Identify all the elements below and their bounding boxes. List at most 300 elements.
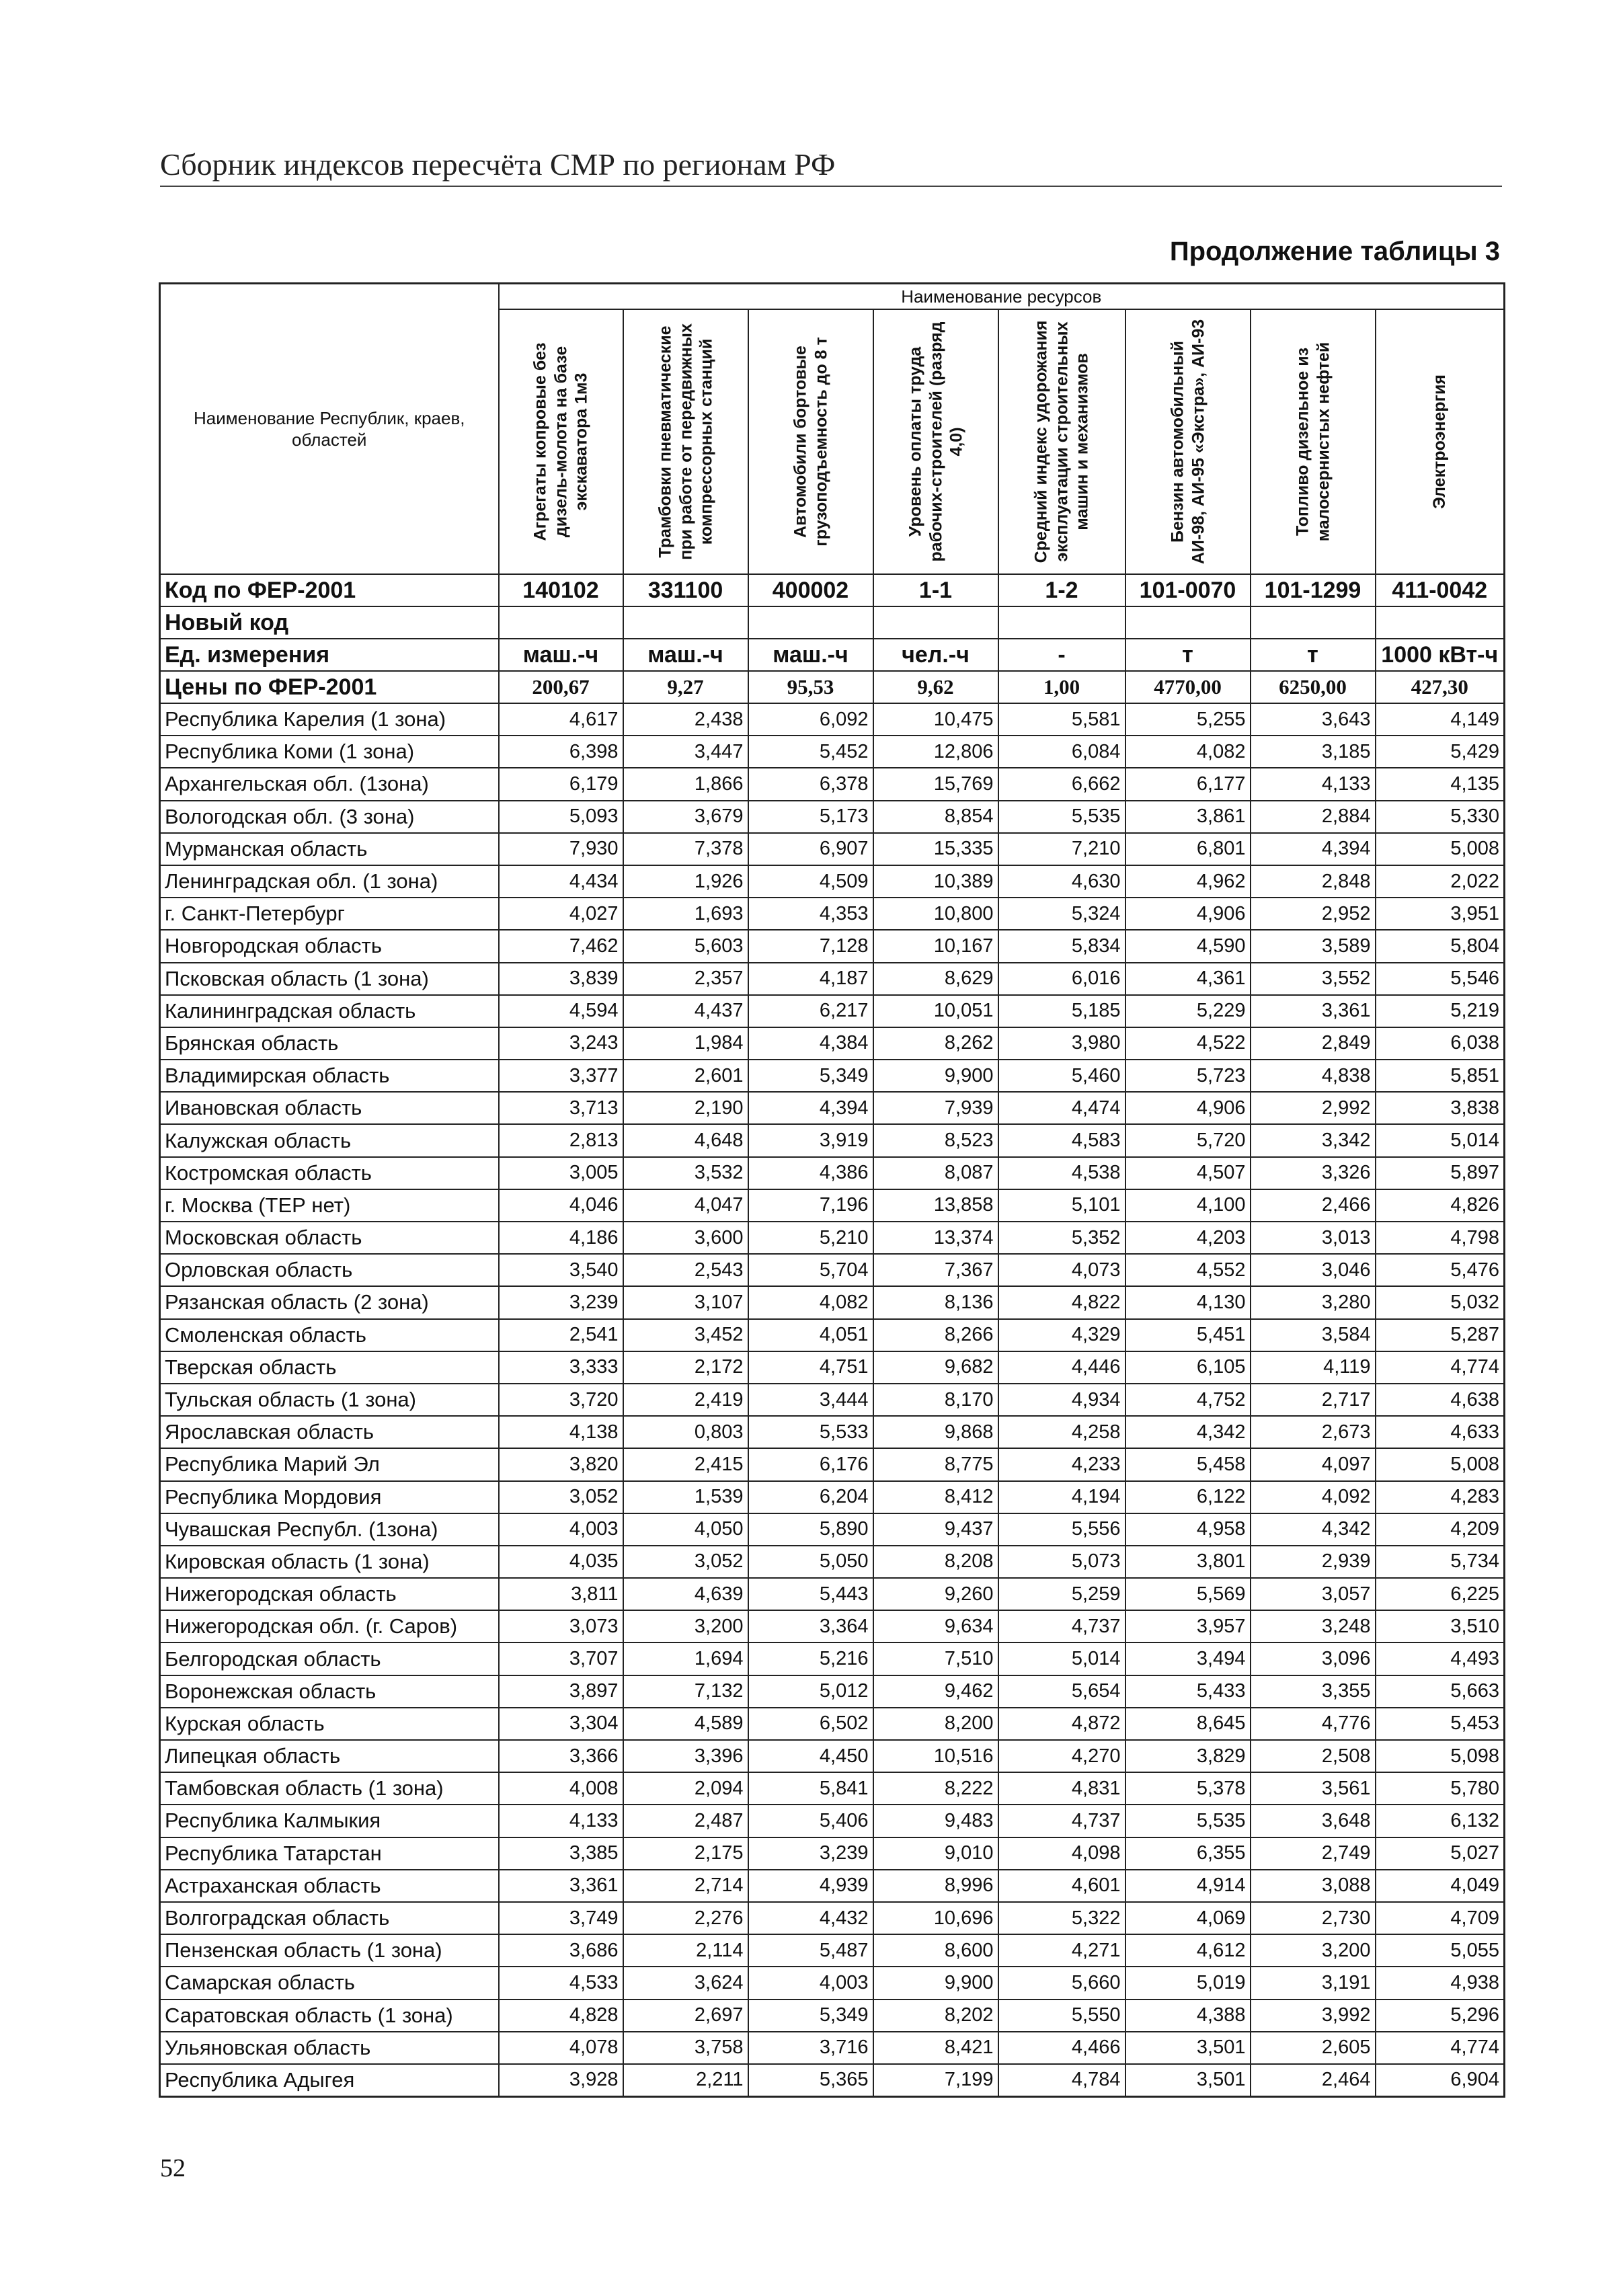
table-row [160, 768, 1505, 800]
unit-cell: чел.-ч [873, 639, 998, 671]
unit-cell: 1000 кВт-ч [1376, 639, 1505, 671]
new-code-cell [499, 606, 623, 639]
index-value-cell: 6,662 [998, 768, 1125, 800]
index-value-cell: 5,216 [748, 1642, 873, 1675]
index-value-cell: 4,051 [748, 1319, 873, 1351]
table-row [160, 1708, 1505, 1740]
index-value-cell: 9,010 [873, 1837, 998, 1870]
fer-code-cell: 1-2 [998, 574, 1125, 606]
region-name-cell: Московская область [160, 1222, 499, 1254]
index-value-cell: 4,737 [998, 1805, 1125, 1837]
index-value-cell: 6,105 [1125, 1351, 1251, 1384]
index-value-cell: 3,811 [499, 1578, 623, 1610]
index-value-cell: 5,897 [1376, 1157, 1505, 1189]
index-value-cell: 4,751 [748, 1351, 873, 1384]
index-value-cell: 4,872 [998, 1708, 1125, 1740]
index-value-cell: 4,069 [1125, 1902, 1251, 1934]
index-value-cell: 12,806 [873, 736, 998, 768]
index-value-cell: 7,199 [873, 2064, 998, 2097]
region-name-cell: Белгородская область [160, 1642, 499, 1675]
index-value-cell: 10,389 [873, 865, 998, 898]
index-value-cell: 4,203 [1125, 1222, 1251, 1254]
new-code-cell [1125, 606, 1251, 639]
index-value-cell: 5,219 [1376, 995, 1505, 1027]
region-name-cell: Курская область [160, 1708, 499, 1740]
index-value-cell: 5,019 [1125, 1967, 1251, 1999]
table-row [160, 898, 1505, 930]
index-value-cell: 3,716 [748, 2032, 873, 2064]
index-value-cell: 8,412 [873, 1481, 998, 1513]
index-value-cell: 4,633 [1376, 1416, 1505, 1448]
index-value-cell: 5,185 [998, 995, 1125, 1027]
index-value-cell: 3,396 [623, 1740, 748, 1772]
index-value-cell: 3,532 [623, 1157, 748, 1189]
index-value-cell: 4,538 [998, 1157, 1125, 1189]
index-value-cell: 4,138 [499, 1416, 623, 1448]
index-value-cell: 4,130 [1125, 1286, 1251, 1318]
index-value-cell: 4,098 [998, 1837, 1125, 1870]
index-value-cell: 4,283 [1376, 1481, 1505, 1513]
region-name-cell: Рязанская область (2 зона) [160, 1286, 499, 1318]
index-value-cell: 3,540 [499, 1254, 623, 1286]
index-value-cell: 5,349 [748, 2000, 873, 2032]
index-value-cell: 2,749 [1251, 1837, 1376, 1870]
table-row [160, 1578, 1505, 1610]
table-row [160, 1092, 1505, 1124]
table-row [160, 2064, 1505, 2097]
index-value-cell: 5,296 [1376, 2000, 1505, 2032]
index-value-cell: 5,406 [748, 1805, 873, 1837]
index-value-cell: 6,502 [748, 1708, 873, 1740]
index-value-cell: 10,696 [873, 1902, 998, 1934]
region-name-cell: Волгоградская область [160, 1902, 499, 1934]
index-value-cell: 4,003 [748, 1967, 873, 1999]
region-name-cell: Тамбовская область (1 зона) [160, 1772, 499, 1805]
header-rule [160, 186, 1502, 187]
index-value-cell: 4,474 [998, 1092, 1125, 1124]
index-value-cell: 3,600 [623, 1222, 748, 1254]
price-cell: 9,62 [873, 671, 998, 703]
index-value-cell: 9,682 [873, 1351, 998, 1384]
index-value-cell: 7,378 [623, 833, 748, 865]
unit-cell: т [1251, 639, 1376, 671]
table-row [160, 1902, 1505, 1934]
region-name-cell: Новгородская область [160, 930, 499, 962]
table-row [160, 963, 1505, 995]
page-number: 52 [160, 2154, 186, 2182]
table-row [160, 865, 1505, 898]
index-value-cell: 4,776 [1251, 1708, 1376, 1740]
index-value-cell: 5,458 [1125, 1448, 1251, 1480]
index-value-cell: 4,601 [998, 1870, 1125, 1902]
index-value-cell: 5,535 [1125, 1805, 1251, 1837]
index-value-cell: 3,239 [748, 1837, 873, 1870]
index-value-cell: 3,897 [499, 1675, 623, 1708]
index-value-cell: 9,260 [873, 1578, 998, 1610]
index-value-cell: 2,992 [1251, 1092, 1376, 1124]
index-value-cell: 3,333 [499, 1351, 623, 1384]
region-name-cell: Псковская область (1 зона) [160, 963, 499, 995]
index-value-cell: 4,394 [1251, 833, 1376, 865]
index-value-cell: 3,713 [499, 1092, 623, 1124]
index-value-cell: 3,342 [1251, 1124, 1376, 1156]
resource-column-header [623, 309, 748, 574]
index-value-cell: 7,210 [998, 833, 1125, 865]
table-row [160, 1351, 1505, 1384]
resource-column-label: Автомобили бортовые грузоподъемность до 8 т [791, 337, 830, 547]
index-value-cell: 6,179 [499, 768, 623, 800]
index-value-cell: 5,012 [748, 1675, 873, 1708]
index-value-cell: 1,866 [623, 768, 748, 800]
index-value-cell: 4,594 [499, 995, 623, 1027]
index-value-cell: 5,535 [998, 801, 1125, 833]
region-name-cell: Пензенская область (1 зона) [160, 1934, 499, 1967]
table-row [160, 833, 1505, 865]
index-value-cell: 2,543 [623, 1254, 748, 1286]
index-value-cell: 9,462 [873, 1675, 998, 1708]
index-value-cell: 5,429 [1376, 736, 1505, 768]
index-value-cell: 4,027 [499, 898, 623, 930]
region-name-cell: Костромская область [160, 1157, 499, 1189]
index-value-cell: 8,222 [873, 1772, 998, 1805]
index-value-cell: 1,926 [623, 865, 748, 898]
table-row [160, 1027, 1505, 1060]
index-value-cell: 6,904 [1376, 2064, 1505, 2097]
index-value-cell: 7,196 [748, 1189, 873, 1222]
index-value-cell: 2,848 [1251, 865, 1376, 898]
index-value-cell: 8,996 [873, 1870, 998, 1902]
index-value-cell: 5,008 [1376, 833, 1505, 865]
table-row [160, 1870, 1505, 1902]
index-value-cell: 3,200 [1251, 1934, 1376, 1967]
resource-column-label: Бензин автомобильный АИ-98, АИ-95 «Экстра», АИ-93 [1168, 319, 1208, 565]
index-value-cell: 3,980 [998, 1027, 1125, 1060]
region-name-cell: Республика Марий Эл [160, 1448, 499, 1480]
index-value-cell: 6,378 [748, 768, 873, 800]
index-value-cell: 4,752 [1125, 1384, 1251, 1416]
index-value-cell: 5,533 [748, 1416, 873, 1448]
index-value-cell: 5,660 [998, 1967, 1125, 1999]
region-name-cell: Калининградская область [160, 995, 499, 1027]
index-value-cell: 3,501 [1125, 2032, 1251, 2064]
index-value-cell: 3,829 [1125, 1740, 1251, 1772]
index-value-cell: 4,437 [623, 995, 748, 1027]
index-value-cell: 4,914 [1125, 1870, 1251, 1902]
index-value-cell: 4,078 [499, 2032, 623, 2064]
index-value-cell: 4,133 [1251, 768, 1376, 800]
index-value-cell: 4,329 [998, 1319, 1125, 1351]
index-value-cell: 5,890 [748, 1513, 873, 1546]
resources-group-header: Наименование ресурсов [499, 284, 1505, 310]
index-value-cell: 5,550 [998, 2000, 1125, 2032]
index-value-cell: 4,828 [499, 2000, 623, 2032]
table-row [160, 1837, 1505, 1870]
index-value-cell: 8,600 [873, 1934, 998, 1967]
index-value-cell: 8,421 [873, 2032, 998, 2064]
index-value-cell: 8,202 [873, 2000, 998, 2032]
index-value-cell: 3,838 [1376, 1092, 1505, 1124]
index-value-cell: 5,720 [1125, 1124, 1251, 1156]
index-value-cell: 4,384 [748, 1027, 873, 1060]
index-value-cell: 4,583 [998, 1124, 1125, 1156]
index-value-cell: 6,177 [1125, 768, 1251, 800]
index-value-cell: 4,709 [1376, 1902, 1505, 1934]
index-value-cell: 8,170 [873, 1384, 998, 1416]
region-name-cell: Республика Мордовия [160, 1481, 499, 1513]
index-value-cell: 5,173 [748, 801, 873, 833]
index-value-cell: 3,584 [1251, 1319, 1376, 1351]
index-value-cell: 4,831 [998, 1772, 1125, 1805]
table-row [160, 1740, 1505, 1772]
index-value-cell: 2,464 [1251, 2064, 1376, 2097]
index-value-cell: 4,648 [623, 1124, 748, 1156]
new-code-cell [623, 606, 748, 639]
index-value-cell: 4,271 [998, 1934, 1125, 1967]
region-name-cell: Ивановская область [160, 1092, 499, 1124]
region-column-header: Наименование Республик, краев, областей [160, 284, 499, 575]
index-value-cell: 4,361 [1125, 963, 1251, 995]
region-name-cell: Республика Калмыкия [160, 1805, 499, 1837]
index-value-cell: 8,200 [873, 1708, 998, 1740]
index-value-cell: 3,679 [623, 801, 748, 833]
index-value-cell: 3,385 [499, 1837, 623, 1870]
index-value-cell: 4,270 [998, 1740, 1125, 1772]
index-value-cell: 5,229 [1125, 995, 1251, 1027]
index-value-cell: 13,374 [873, 1222, 998, 1254]
index-value-cell: 4,209 [1376, 1513, 1505, 1546]
index-value-cell: 7,128 [748, 930, 873, 962]
table-row [160, 1967, 1505, 1999]
price-cell: 9,27 [623, 671, 748, 703]
index-value-cell: 9,437 [873, 1513, 998, 1546]
price-cell: 95,53 [748, 671, 873, 703]
index-value-cell: 4,194 [998, 1481, 1125, 1513]
index-value-cell: 1,694 [623, 1642, 748, 1675]
index-value-cell: 6,355 [1125, 1837, 1251, 1870]
index-value-cell: 15,769 [873, 768, 998, 800]
index-value-cell: 5,014 [1376, 1124, 1505, 1156]
index-value-cell: 9,634 [873, 1610, 998, 1642]
table-row [160, 1448, 1505, 1480]
fer-code-cell: 331100 [623, 574, 748, 606]
index-value-cell: 15,335 [873, 833, 998, 865]
index-value-cell: 3,447 [623, 736, 748, 768]
table-row [160, 1642, 1505, 1675]
region-name-cell: Республика Коми (1 зона) [160, 736, 499, 768]
index-value-cell: 3,861 [1125, 801, 1251, 833]
unit-cell: маш.-ч [623, 639, 748, 671]
index-value-cell: 7,510 [873, 1642, 998, 1675]
table-row [160, 703, 1505, 736]
index-value-cell: 4,906 [1125, 1092, 1251, 1124]
fer-code-cell: 101-0070 [1125, 574, 1251, 606]
index-value-cell: 7,939 [873, 1092, 998, 1124]
index-value-cell: 4,934 [998, 1384, 1125, 1416]
table-row [160, 1675, 1505, 1708]
index-value-cell: 3,364 [748, 1610, 873, 1642]
fer-code-cell: 1-1 [873, 574, 998, 606]
index-value-cell: 4,386 [748, 1157, 873, 1189]
region-name-cell: Архангельская обл. (1зона) [160, 768, 499, 800]
index-value-cell: 3,200 [623, 1610, 748, 1642]
index-value-cell: 4,342 [1251, 1513, 1376, 1546]
table-row [160, 1222, 1505, 1254]
index-value-cell: 4,589 [623, 1708, 748, 1740]
index-value-cell: 4,552 [1125, 1254, 1251, 1286]
index-value-cell: 2,415 [623, 1448, 748, 1480]
new-code-row-label: Новый код [160, 606, 499, 639]
index-value-cell: 5,073 [998, 1546, 1125, 1578]
new-code-cell [1376, 606, 1505, 639]
index-value-cell: 3,013 [1251, 1222, 1376, 1254]
index-value-cell: 4,082 [1125, 736, 1251, 768]
index-value-cell: 3,243 [499, 1027, 623, 1060]
index-value-cell: 6,225 [1376, 1578, 1505, 1610]
index-value-cell: 4,939 [748, 1870, 873, 1902]
index-value-cell: 9,900 [873, 1967, 998, 1999]
index-value-cell: 6,217 [748, 995, 873, 1027]
resource-column-header [1125, 309, 1251, 574]
index-value-cell: 5,704 [748, 1254, 873, 1286]
index-value-cell: 4,638 [1376, 1384, 1505, 1416]
index-value-cell: 4,119 [1251, 1351, 1376, 1384]
index-value-cell: 5,349 [748, 1060, 873, 1092]
index-value-cell: 3,280 [1251, 1286, 1376, 1318]
index-value-cell: 7,132 [623, 1675, 748, 1708]
index-value-cell: 7,462 [499, 930, 623, 962]
table-row [160, 1481, 1505, 1513]
index-value-cell: 7,930 [499, 833, 623, 865]
index-value-cell: 1,984 [623, 1027, 748, 1060]
table-row [160, 1610, 1505, 1642]
region-name-cell: Воронежская область [160, 1675, 499, 1708]
index-value-cell: 4,838 [1251, 1060, 1376, 1092]
index-value-cell: 3,304 [499, 1708, 623, 1740]
region-name-cell: Смоленская область [160, 1319, 499, 1351]
index-value-cell: 4,035 [499, 1546, 623, 1578]
index-value-cell: 2,673 [1251, 1416, 1376, 1448]
index-value-cell: 5,452 [748, 736, 873, 768]
index-value-cell: 3,444 [748, 1384, 873, 1416]
resource-column-label: Средний индекс удорожания эксплуатации строительных машин и механизмов [1031, 320, 1092, 563]
resource-column-header [1251, 309, 1376, 574]
index-value-cell: 3,707 [499, 1642, 623, 1675]
index-value-cell: 8,629 [873, 963, 998, 995]
index-value-cell: 4,394 [748, 1092, 873, 1124]
index-value-cell: 5,734 [1376, 1546, 1505, 1578]
index-value-cell: 5,453 [1376, 1708, 1505, 1740]
index-value-cell: 8,136 [873, 1286, 998, 1318]
new-code-cell [1251, 606, 1376, 639]
resource-column-label: Топливо дизельное из малосернистых нефтей [1293, 342, 1333, 542]
index-value-cell: 1,539 [623, 1481, 748, 1513]
region-name-cell: Владимирская область [160, 1060, 499, 1092]
index-value-cell: 5,663 [1376, 1675, 1505, 1708]
index-value-cell: 3,239 [499, 1286, 623, 1318]
unit-cell: маш.-ч [499, 639, 623, 671]
index-value-cell: 3,185 [1251, 736, 1376, 768]
resource-column-header [1376, 309, 1505, 574]
unit-row-label: Ед. измерения [160, 639, 499, 671]
index-value-cell: 3,820 [499, 1448, 623, 1480]
index-value-cell: 3,951 [1376, 898, 1505, 930]
index-value-cell: 4,258 [998, 1416, 1125, 1448]
index-value-cell: 4,507 [1125, 1157, 1251, 1189]
index-value-cell: 1,693 [623, 898, 748, 930]
index-value-cell: 3,057 [1251, 1578, 1376, 1610]
index-value-cell: 5,027 [1376, 1837, 1505, 1870]
index-value-cell: 3,073 [499, 1610, 623, 1642]
index-value-cell: 4,008 [499, 1772, 623, 1805]
index-value-cell: 4,798 [1376, 1222, 1505, 1254]
table-row [160, 1060, 1505, 1092]
index-value-cell: 10,516 [873, 1740, 998, 1772]
table-row [160, 1416, 1505, 1448]
index-value-cell: 10,800 [873, 898, 998, 930]
index-value-cell: 3,494 [1125, 1642, 1251, 1675]
index-value-cell: 4,133 [499, 1805, 623, 1837]
index-value-cell: 3,720 [499, 1384, 623, 1416]
index-value-cell: 6,122 [1125, 1481, 1251, 1513]
fer-code-cell: 140102 [499, 574, 623, 606]
index-value-cell: 5,055 [1376, 1934, 1505, 1967]
table-row [160, 1772, 1505, 1805]
index-value-cell: 6,092 [748, 703, 873, 736]
index-value-cell: 8,266 [873, 1319, 998, 1351]
index-value-cell: 3,957 [1125, 1610, 1251, 1642]
fer-code-cell: 400002 [748, 574, 873, 606]
index-value-cell: 5,433 [1125, 1675, 1251, 1708]
index-value-cell: 3,046 [1251, 1254, 1376, 1286]
index-value-cell: 10,475 [873, 703, 998, 736]
index-value-cell: 6,801 [1125, 833, 1251, 865]
index-value-cell: 4,906 [1125, 898, 1251, 930]
index-value-cell: 4,509 [748, 865, 873, 898]
index-value-cell: 2,466 [1251, 1189, 1376, 1222]
table-row [160, 2000, 1505, 2032]
index-value-cell: 4,533 [499, 1967, 623, 1999]
index-value-cell: 4,590 [1125, 930, 1251, 962]
index-value-cell: 3,366 [499, 1740, 623, 1772]
index-value-cell: 9,868 [873, 1416, 998, 1448]
index-value-cell: 5,451 [1125, 1319, 1251, 1351]
index-value-cell: 4,097 [1251, 1448, 1376, 1480]
index-value-cell: 2,487 [623, 1805, 748, 1837]
index-value-cell: 4,938 [1376, 1967, 1505, 1999]
index-value-cell: 3,452 [623, 1319, 748, 1351]
fer-code-cell: 411-0042 [1376, 574, 1505, 606]
index-value-cell: 4,187 [748, 963, 873, 995]
index-value-cell: 5,476 [1376, 1254, 1505, 1286]
index-value-cell: 2,190 [623, 1092, 748, 1124]
index-value-cell: 6,398 [499, 736, 623, 768]
region-name-cell: Самарская область [160, 1967, 499, 1999]
index-value-cell: 8,523 [873, 1124, 998, 1156]
index-value-cell: 4,092 [1251, 1481, 1376, 1513]
index-value-cell: 5,654 [998, 1675, 1125, 1708]
index-value-cell: 8,645 [1125, 1708, 1251, 1740]
index-value-cell: 4,522 [1125, 1027, 1251, 1060]
index-value-cell: 2,438 [623, 703, 748, 736]
region-name-cell: Ярославская область [160, 1416, 499, 1448]
table-row [160, 1157, 1505, 1189]
region-name-cell: Мурманская область [160, 833, 499, 865]
unit-cell: т [1125, 639, 1251, 671]
index-value-cell: 3,648 [1251, 1805, 1376, 1837]
index-value-cell: 4,784 [998, 2064, 1125, 2097]
price-cell: 4770,00 [1125, 671, 1251, 703]
index-value-cell: 4,388 [1125, 2000, 1251, 2032]
